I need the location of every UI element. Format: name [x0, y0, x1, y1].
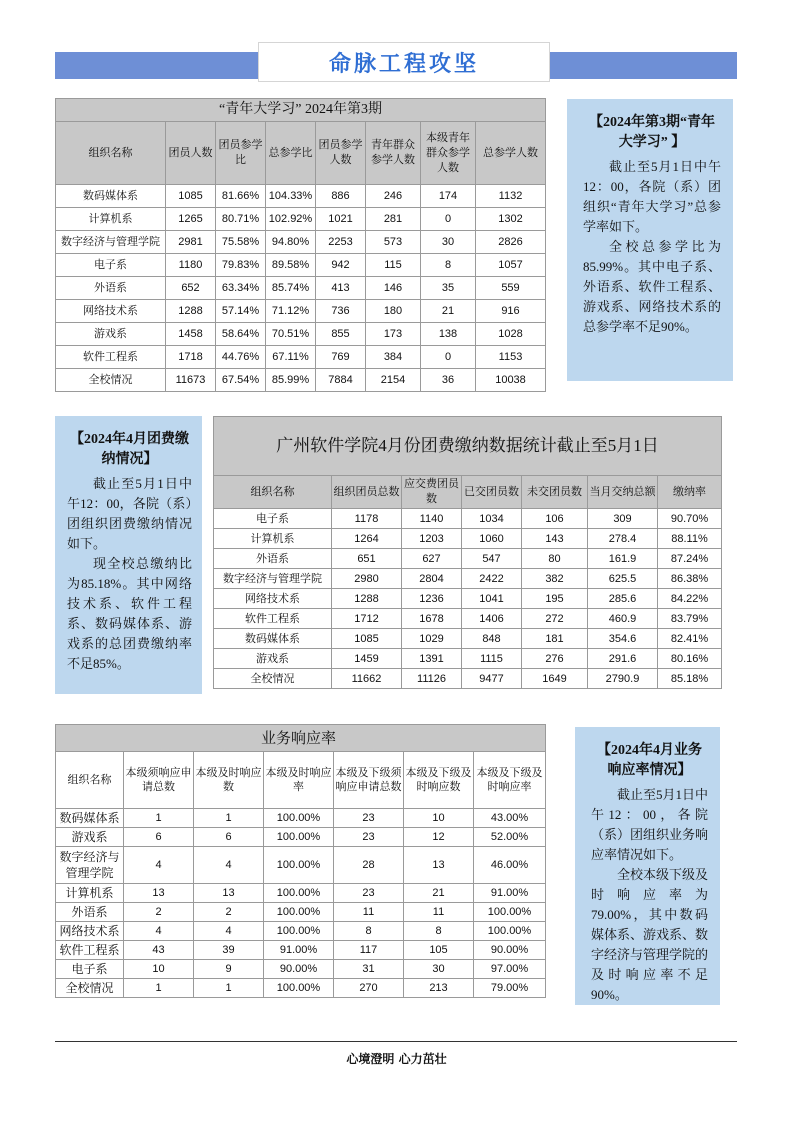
table-cell: 80.71% — [216, 208, 266, 231]
table-cell: 916 — [476, 300, 546, 323]
table-cell: 2253 — [316, 231, 366, 254]
table-cell: 30 — [421, 231, 476, 254]
table-row — [56, 231, 546, 254]
table-cell: 1115 — [462, 649, 522, 669]
table-cell: 100.00% — [474, 922, 546, 941]
table-cell: 354.6 — [588, 629, 658, 649]
table-cell: 100.00% — [264, 979, 334, 998]
note-title: 【2024年4月业务响应率情况】 — [597, 743, 702, 778]
table-cell: 281 — [366, 208, 421, 231]
table-cell: 1288 — [332, 589, 402, 609]
table-cell: 4 — [124, 922, 194, 941]
table-cell: 36 — [421, 369, 476, 392]
column-header: 本级及时响应率 — [264, 752, 334, 809]
table-row — [56, 884, 546, 903]
table-cell: 1029 — [402, 629, 462, 649]
note-title: 【2024年第3期“青年大学习” 】 — [589, 115, 715, 150]
table-cell: 游戏系 — [214, 649, 332, 669]
column-header: 缴纳率 — [658, 476, 722, 509]
table-cell: 285.6 — [588, 589, 658, 609]
table-cell: 104.33% — [266, 185, 316, 208]
table-cell: 1712 — [332, 609, 402, 629]
column-header: 青年群众参学人数 — [366, 122, 421, 185]
table-cell: 13 — [404, 847, 474, 884]
table-cell: 计算机系 — [56, 884, 124, 903]
table-cell: 全校情况 — [56, 369, 166, 392]
table-cell: 电子系 — [214, 509, 332, 529]
table-cell: 627 — [402, 549, 462, 569]
table-cell: 软件工程系 — [56, 941, 124, 960]
table-cell: 12 — [404, 828, 474, 847]
table-cell: 4 — [194, 922, 264, 941]
table-cell: 117 — [334, 941, 404, 960]
table-cell: 57.14% — [216, 300, 266, 323]
table-cell: 2790.9 — [588, 669, 658, 689]
table-row — [56, 847, 546, 884]
table-cell: 1085 — [166, 185, 216, 208]
table-cell: 23 — [334, 828, 404, 847]
table-cell: 1391 — [402, 649, 462, 669]
table-cell: 13 — [124, 884, 194, 903]
dues-table — [213, 416, 722, 689]
table-cell: 46.00% — [474, 847, 546, 884]
table-cell: 1458 — [166, 323, 216, 346]
table-header-row — [214, 476, 722, 509]
column-header: 已交团员数 — [462, 476, 522, 509]
table-cell: 7884 — [316, 369, 366, 392]
table-row — [214, 569, 722, 589]
table-cell: 网络技术系 — [56, 922, 124, 941]
table-row — [56, 185, 546, 208]
table-row — [56, 809, 546, 828]
table-cell: 276 — [522, 649, 588, 669]
response-rate-table-caption: 业务响应率 — [55, 724, 546, 751]
table-cell: 88.11% — [658, 529, 722, 549]
table-cell: 106 — [522, 509, 588, 529]
table-cell: 31 — [334, 960, 404, 979]
table-cell: 70.51% — [266, 323, 316, 346]
table-cell: 1028 — [476, 323, 546, 346]
table-cell: 102.92% — [266, 208, 316, 231]
table-cell: 外语系 — [56, 903, 124, 922]
table-cell: 942 — [316, 254, 366, 277]
table-cell: 90.70% — [658, 509, 722, 529]
table-cell: 100.00% — [264, 903, 334, 922]
table-cell: 161.9 — [588, 549, 658, 569]
table-row — [56, 254, 546, 277]
table-cell: 278.4 — [588, 529, 658, 549]
table-header-row — [56, 752, 546, 809]
table-cell: 75.58% — [216, 231, 266, 254]
table-cell: 2826 — [476, 231, 546, 254]
column-header: 本级及下级及时响应数 — [404, 752, 474, 809]
table-row — [56, 346, 546, 369]
table-cell: 30 — [404, 960, 474, 979]
table-cell: 652 — [166, 277, 216, 300]
table-cell: 100.00% — [264, 847, 334, 884]
table-cell: 9 — [194, 960, 264, 979]
table-cell: 43 — [124, 941, 194, 960]
table-cell: 外语系 — [56, 277, 166, 300]
table-cell: 1041 — [462, 589, 522, 609]
table-cell: 11 — [334, 903, 404, 922]
table-cell: 2 — [194, 903, 264, 922]
note-title: 【2024年4月团费缴纳情况】 — [70, 432, 189, 467]
table-row — [214, 529, 722, 549]
youth-study-table-caption: “青年大学习” 2024年第3期 — [55, 98, 546, 121]
table-cell: 全校情况 — [56, 979, 124, 998]
table-cell: 100.00% — [474, 903, 546, 922]
note-paragraph: 截止至5月1日中午12：00，各院（系）团组织“青年大学习”总参学率如下。 — [583, 159, 721, 234]
column-header: 本级及下级须响应申请总数 — [334, 752, 404, 809]
table-row — [214, 509, 722, 529]
table-cell: 213 — [404, 979, 474, 998]
table-cell: 1 — [194, 979, 264, 998]
table-header-row — [56, 122, 546, 185]
table-cell: 559 — [476, 277, 546, 300]
table-cell: 886 — [316, 185, 366, 208]
note-paragraph: 全校总参学比为85.99%。其中电子系、外语系、软件工程系、游戏系、网络技术系的总参学率不足90%。 — [583, 239, 721, 334]
table-cell: 2 — [124, 903, 194, 922]
table-cell: 91.00% — [264, 941, 334, 960]
table-cell: 81.66% — [216, 185, 266, 208]
table-cell: 180 — [366, 300, 421, 323]
table-cell: 21 — [404, 884, 474, 903]
table-cell: 网络技术系 — [56, 300, 166, 323]
column-header: 团员人数 — [166, 122, 216, 185]
table-cell: 软件工程系 — [214, 609, 332, 629]
table-row — [214, 549, 722, 569]
table-cell: 80.16% — [658, 649, 722, 669]
table-cell: 软件工程系 — [56, 346, 166, 369]
table-cell: 电子系 — [56, 254, 166, 277]
table-cell: 100.00% — [264, 922, 334, 941]
table-cell: 11 — [404, 903, 474, 922]
table-row — [56, 960, 546, 979]
table-cell: 2980 — [332, 569, 402, 589]
table-cell: 2804 — [402, 569, 462, 589]
column-header: 团员参学人数 — [316, 122, 366, 185]
table-cell: 105 — [404, 941, 474, 960]
table-cell: 数字经济与管理学院 — [56, 847, 124, 884]
table-cell: 736 — [316, 300, 366, 323]
table-cell: 数码媒体系 — [214, 629, 332, 649]
note-paragraph: 截止至5月1日中午12：00，各院（系）团组织团费缴纳情况如下。 — [67, 476, 192, 551]
table-row — [56, 979, 546, 998]
table-cell: 85.99% — [266, 369, 316, 392]
header-title-box — [258, 42, 550, 82]
table-cell: 1 — [124, 979, 194, 998]
table-cell: 1264 — [332, 529, 402, 549]
table-cell: 1021 — [316, 208, 366, 231]
table-cell: 数码媒体系 — [56, 809, 124, 828]
table-cell: 1 — [194, 809, 264, 828]
table-cell: 10038 — [476, 369, 546, 392]
table-cell: 1180 — [166, 254, 216, 277]
table-cell: 13 — [194, 884, 264, 903]
table-cell: 91.00% — [474, 884, 546, 903]
table-row — [56, 941, 546, 960]
table-cell: 309 — [588, 509, 658, 529]
table-cell: 100.00% — [264, 828, 334, 847]
table-cell: 8 — [404, 922, 474, 941]
table-row — [56, 903, 546, 922]
column-header: 组织名称 — [56, 122, 166, 185]
dues-table-caption: 广州软件学院4月份团费缴纳数据统计截止至5月1日 — [213, 416, 722, 475]
table-cell: 2154 — [366, 369, 421, 392]
table-cell: 89.58% — [266, 254, 316, 277]
table-cell: 1140 — [402, 509, 462, 529]
table-row — [56, 277, 546, 300]
table-cell: 100.00% — [264, 884, 334, 903]
table-cell: 855 — [316, 323, 366, 346]
table-cell: 547 — [462, 549, 522, 569]
table-cell: 115 — [366, 254, 421, 277]
table-cell: 8 — [334, 922, 404, 941]
table-cell: 28 — [334, 847, 404, 884]
table-cell: 9477 — [462, 669, 522, 689]
table-cell: 1288 — [166, 300, 216, 323]
table-row — [56, 828, 546, 847]
table-cell: 1718 — [166, 346, 216, 369]
column-header: 未交团员数 — [522, 476, 588, 509]
table-cell: 外语系 — [214, 549, 332, 569]
column-header: 当月交纳总额 — [588, 476, 658, 509]
table-cell: 195 — [522, 589, 588, 609]
table-cell: 625.5 — [588, 569, 658, 589]
table-cell: 44.76% — [216, 346, 266, 369]
table-cell: 1034 — [462, 509, 522, 529]
table-cell: 63.34% — [216, 277, 266, 300]
column-header: 本级须响应申请总数 — [124, 752, 194, 809]
response-rate-table — [55, 724, 546, 998]
table-cell: 138 — [421, 323, 476, 346]
column-header: 组织名称 — [214, 476, 332, 509]
table-cell: 23 — [334, 884, 404, 903]
table-row — [214, 609, 722, 629]
table-cell: 1060 — [462, 529, 522, 549]
column-header: 本级及下级及时响应率 — [474, 752, 546, 809]
table-cell: 1153 — [476, 346, 546, 369]
table-cell: 4 — [124, 847, 194, 884]
table-cell: 1406 — [462, 609, 522, 629]
table-cell: 10 — [124, 960, 194, 979]
table-cell: 0 — [421, 208, 476, 231]
table-cell: 382 — [522, 569, 588, 589]
table-cell: 游戏系 — [56, 323, 166, 346]
table-cell: 384 — [366, 346, 421, 369]
table-cell: 1459 — [332, 649, 402, 669]
note-paragraph: 现全校总缴纳比为85.18%。其中网络技术系、软件工程系、数码媒体系、游戏系的总团费缴纳率不足85%。 — [67, 556, 192, 671]
table-cell: 100.00% — [264, 809, 334, 828]
table-cell: 174 — [421, 185, 476, 208]
column-header: 团员参学比 — [216, 122, 266, 185]
table-cell: 1132 — [476, 185, 546, 208]
column-header: 组织团员总数 — [332, 476, 402, 509]
column-header: 本级青年群众参学人数 — [421, 122, 476, 185]
table-cell: 计算机系 — [214, 529, 332, 549]
youth-study-table — [55, 98, 546, 392]
table-cell: 143 — [522, 529, 588, 549]
table-cell: 1678 — [402, 609, 462, 629]
table-cell: 769 — [316, 346, 366, 369]
table-cell: 1236 — [402, 589, 462, 609]
table-cell: 35 — [421, 277, 476, 300]
table-cell: 游戏系 — [56, 828, 124, 847]
table-cell: 82.41% — [658, 629, 722, 649]
table-cell: 413 — [316, 277, 366, 300]
table-row — [214, 629, 722, 649]
footer-slogan: 心境澄明 心力茁壮 — [346, 1052, 447, 1066]
table-cell: 173 — [366, 323, 421, 346]
table-cell: 291.6 — [588, 649, 658, 669]
table-cell: 573 — [366, 231, 421, 254]
table-cell: 90.00% — [474, 941, 546, 960]
table-cell: 0 — [421, 346, 476, 369]
table-cell: 1203 — [402, 529, 462, 549]
note-paragraph: 全校本级下级及时响应率为79.00%，其中数码媒体系、游戏系、数字经济与管理学院的及时响应率不足90%。 — [591, 867, 709, 1002]
table-cell: 94.80% — [266, 231, 316, 254]
table-cell: 85.74% — [266, 277, 316, 300]
table-row — [56, 323, 546, 346]
table-cell: 计算机系 — [56, 208, 166, 231]
column-header: 应交费团员数 — [402, 476, 462, 509]
table-cell: 84.22% — [658, 589, 722, 609]
table-cell: 网络技术系 — [214, 589, 332, 609]
table-cell: 1178 — [332, 509, 402, 529]
table-row — [56, 208, 546, 231]
table-cell: 272 — [522, 609, 588, 629]
table-cell: 6 — [124, 828, 194, 847]
table-row — [214, 589, 722, 609]
table-cell: 67.11% — [266, 346, 316, 369]
table-cell: 246 — [366, 185, 421, 208]
table-cell: 460.9 — [588, 609, 658, 629]
table-cell: 全校情况 — [214, 669, 332, 689]
table-cell: 数字经济与管理学院 — [56, 231, 166, 254]
footer-divider — [55, 1041, 737, 1042]
table-cell: 270 — [334, 979, 404, 998]
table-cell: 71.12% — [266, 300, 316, 323]
youth-study-note — [567, 99, 733, 381]
table-cell: 52.00% — [474, 828, 546, 847]
table-cell: 4 — [194, 847, 264, 884]
table-cell: 8 — [421, 254, 476, 277]
table-cell: 90.00% — [264, 960, 334, 979]
table-cell: 23 — [334, 809, 404, 828]
table-cell: 1302 — [476, 208, 546, 231]
table-cell: 1057 — [476, 254, 546, 277]
table-cell: 181 — [522, 629, 588, 649]
table-cell: 97.00% — [474, 960, 546, 979]
page-title: 命脉工程攻坚 — [328, 51, 479, 77]
table-row — [56, 300, 546, 323]
table-row — [214, 669, 722, 689]
table-row — [214, 649, 722, 669]
table-cell: 1265 — [166, 208, 216, 231]
table-cell: 87.24% — [658, 549, 722, 569]
table-row — [56, 369, 546, 392]
table-cell: 146 — [366, 277, 421, 300]
table-cell: 85.18% — [658, 669, 722, 689]
table-cell: 10 — [404, 809, 474, 828]
table-cell: 数字经济与管理学院 — [214, 569, 332, 589]
table-cell: 21 — [421, 300, 476, 323]
column-header: 本级及时响应数 — [194, 752, 264, 809]
table-cell: 86.38% — [658, 569, 722, 589]
column-header: 组织名称 — [56, 752, 124, 809]
table-cell: 80 — [522, 549, 588, 569]
table-cell: 651 — [332, 549, 402, 569]
response-rate-note — [575, 727, 720, 1005]
table-cell: 6 — [194, 828, 264, 847]
table-cell: 数码媒体系 — [56, 185, 166, 208]
table-cell: 2981 — [166, 231, 216, 254]
note-paragraph: 截止至5月1日中午12：00，各院（系）团组织业务响应率情况如下。 — [591, 787, 709, 862]
table-cell: 83.79% — [658, 609, 722, 629]
table-cell: 2422 — [462, 569, 522, 589]
dues-note — [55, 416, 202, 694]
table-cell: 11126 — [402, 669, 462, 689]
table-cell: 1 — [124, 809, 194, 828]
table-cell: 1649 — [522, 669, 588, 689]
table-cell: 11673 — [166, 369, 216, 392]
column-header: 总参学比 — [266, 122, 316, 185]
table-cell: 1085 — [332, 629, 402, 649]
table-row — [56, 922, 546, 941]
table-cell: 67.54% — [216, 369, 266, 392]
table-cell: 848 — [462, 629, 522, 649]
table-cell: 58.64% — [216, 323, 266, 346]
table-cell: 11662 — [332, 669, 402, 689]
table-cell: 电子系 — [56, 960, 124, 979]
table-cell: 43.00% — [474, 809, 546, 828]
table-cell: 79.83% — [216, 254, 266, 277]
table-cell: 39 — [194, 941, 264, 960]
column-header: 总参学人数 — [476, 122, 546, 185]
table-cell: 79.00% — [474, 979, 546, 998]
